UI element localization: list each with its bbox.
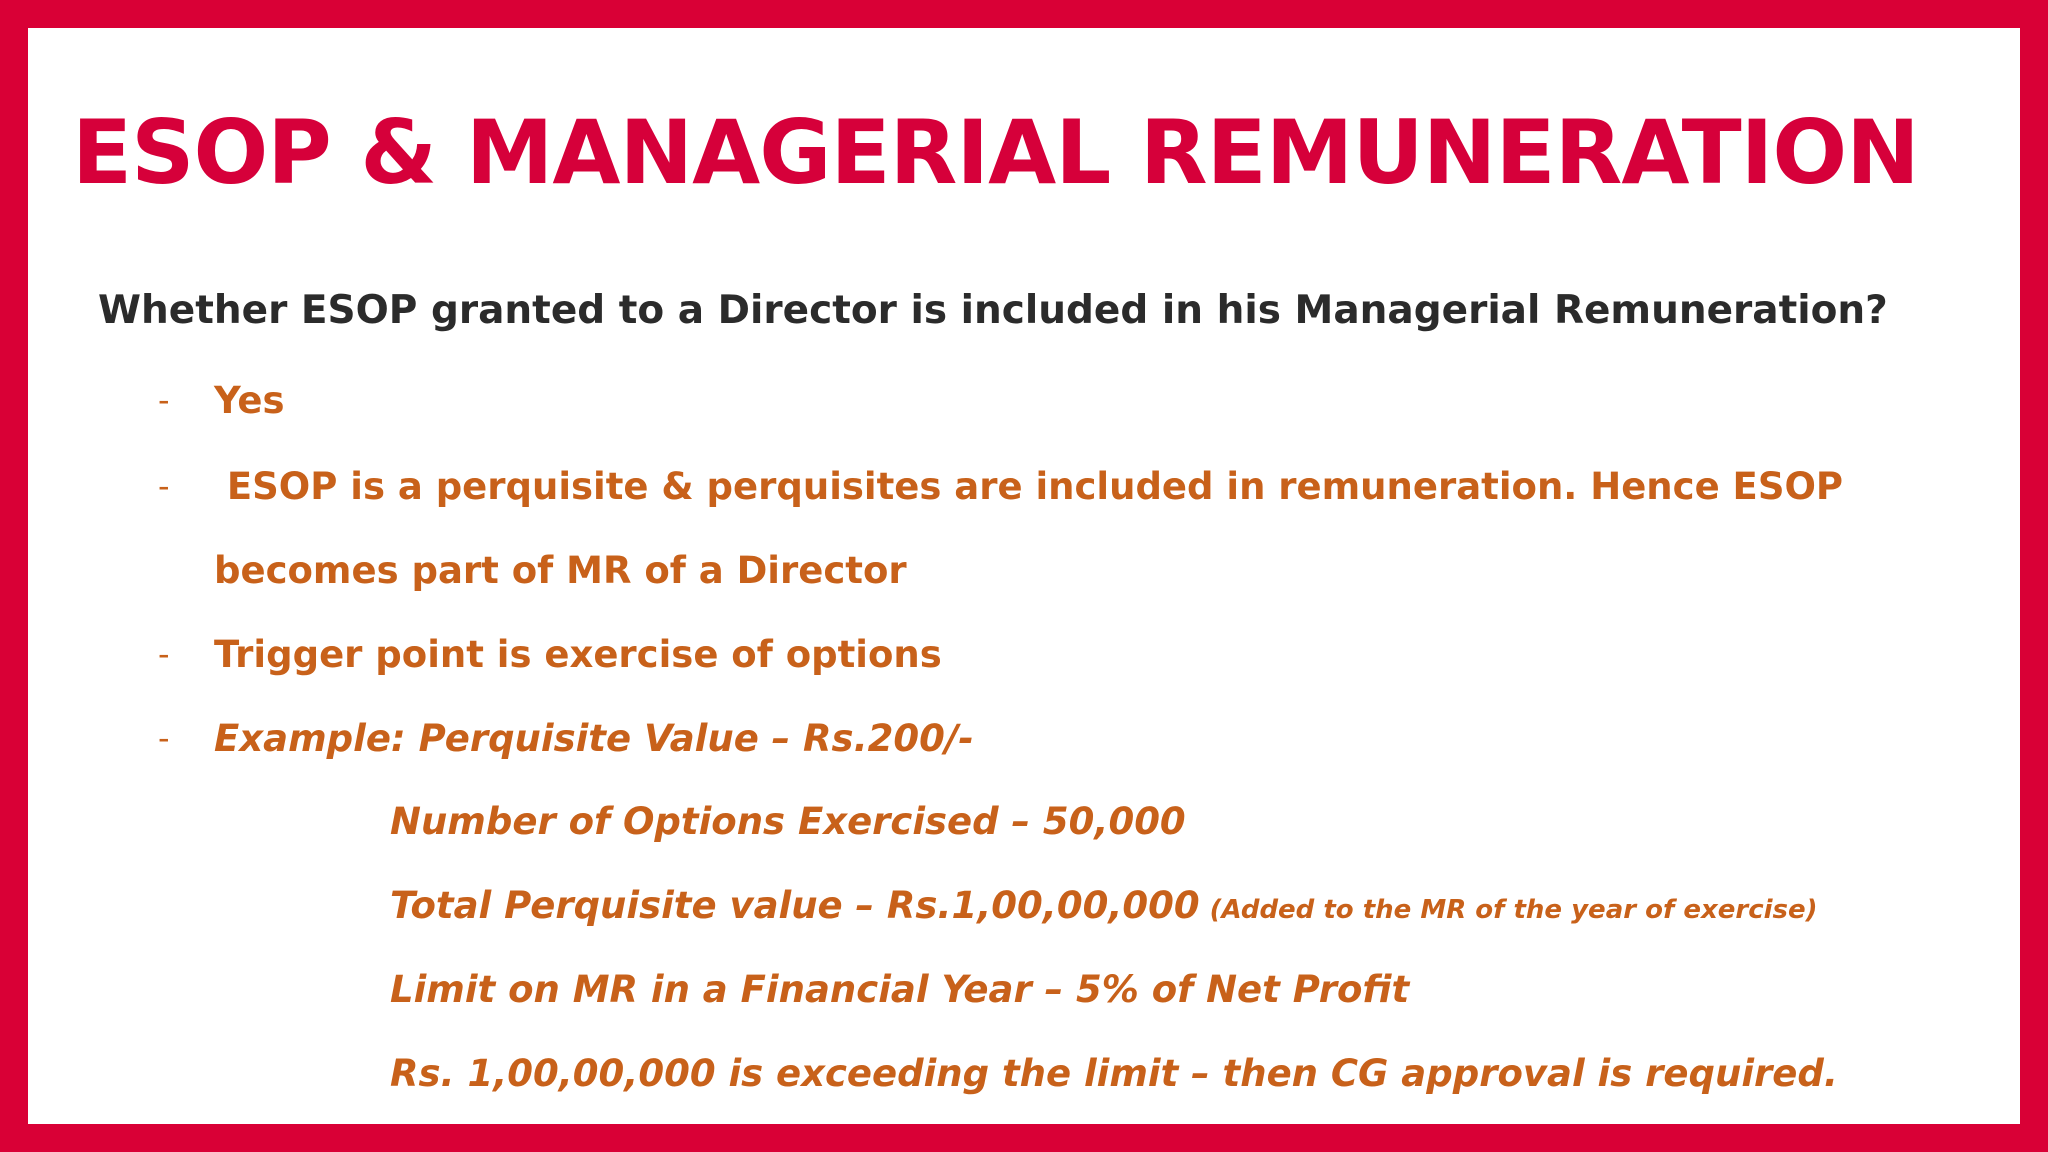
slide-content — [28, 28, 2020, 1124]
bullet-item-example — [158, 708, 974, 768]
example-line-text: Number of Options Exercised – 50,000 — [390, 800, 1186, 843]
bullet-text: ESOP is a perquisite & perquisites are included in remuneration. Hence ESOP — [214, 464, 1844, 508]
bullet-item-trigger — [158, 624, 942, 684]
bullet-continuation-text: becomes part of MR of a Director — [214, 548, 907, 592]
example-line-text: Total Perquisite value – Rs.1,00,00,000 — [390, 884, 1200, 927]
bullet-dash: - — [158, 467, 170, 505]
bullet-dash: - — [158, 719, 170, 757]
bullet-text: Trigger point is exercise of options — [214, 632, 942, 676]
bullet-dash: - — [158, 381, 170, 419]
bullet-item-yes — [158, 370, 285, 430]
slide-title: ESOP & MANAGERIAL REMUNERATION — [72, 101, 1919, 204]
bullet-text: Example: Perquisite Value – Rs.200/- — [214, 716, 974, 760]
example-line-note: (Added to the MR of the year of exercise) — [1209, 895, 1818, 925]
example-line-limit — [390, 968, 1409, 1028]
bullet-item-perquisite — [158, 456, 1843, 516]
bullet-dash: - — [158, 635, 170, 673]
example-line-options — [390, 800, 1186, 860]
example-line-text: Rs. 1,00,00,000 is exceeding the limit – then CG approval is required. — [390, 1052, 1838, 1095]
example-line-approval — [390, 1052, 1838, 1112]
example-line-text: Limit on MR in a Financial Year – 5% of Net Profit — [390, 968, 1410, 1011]
example-line-total — [390, 884, 1818, 944]
bullet-continuation — [214, 540, 907, 600]
bullet-text: Yes — [214, 378, 285, 422]
question-text: Whether ESOP granted to a Director is included in his Managerial Remuneration? — [98, 288, 1888, 333]
